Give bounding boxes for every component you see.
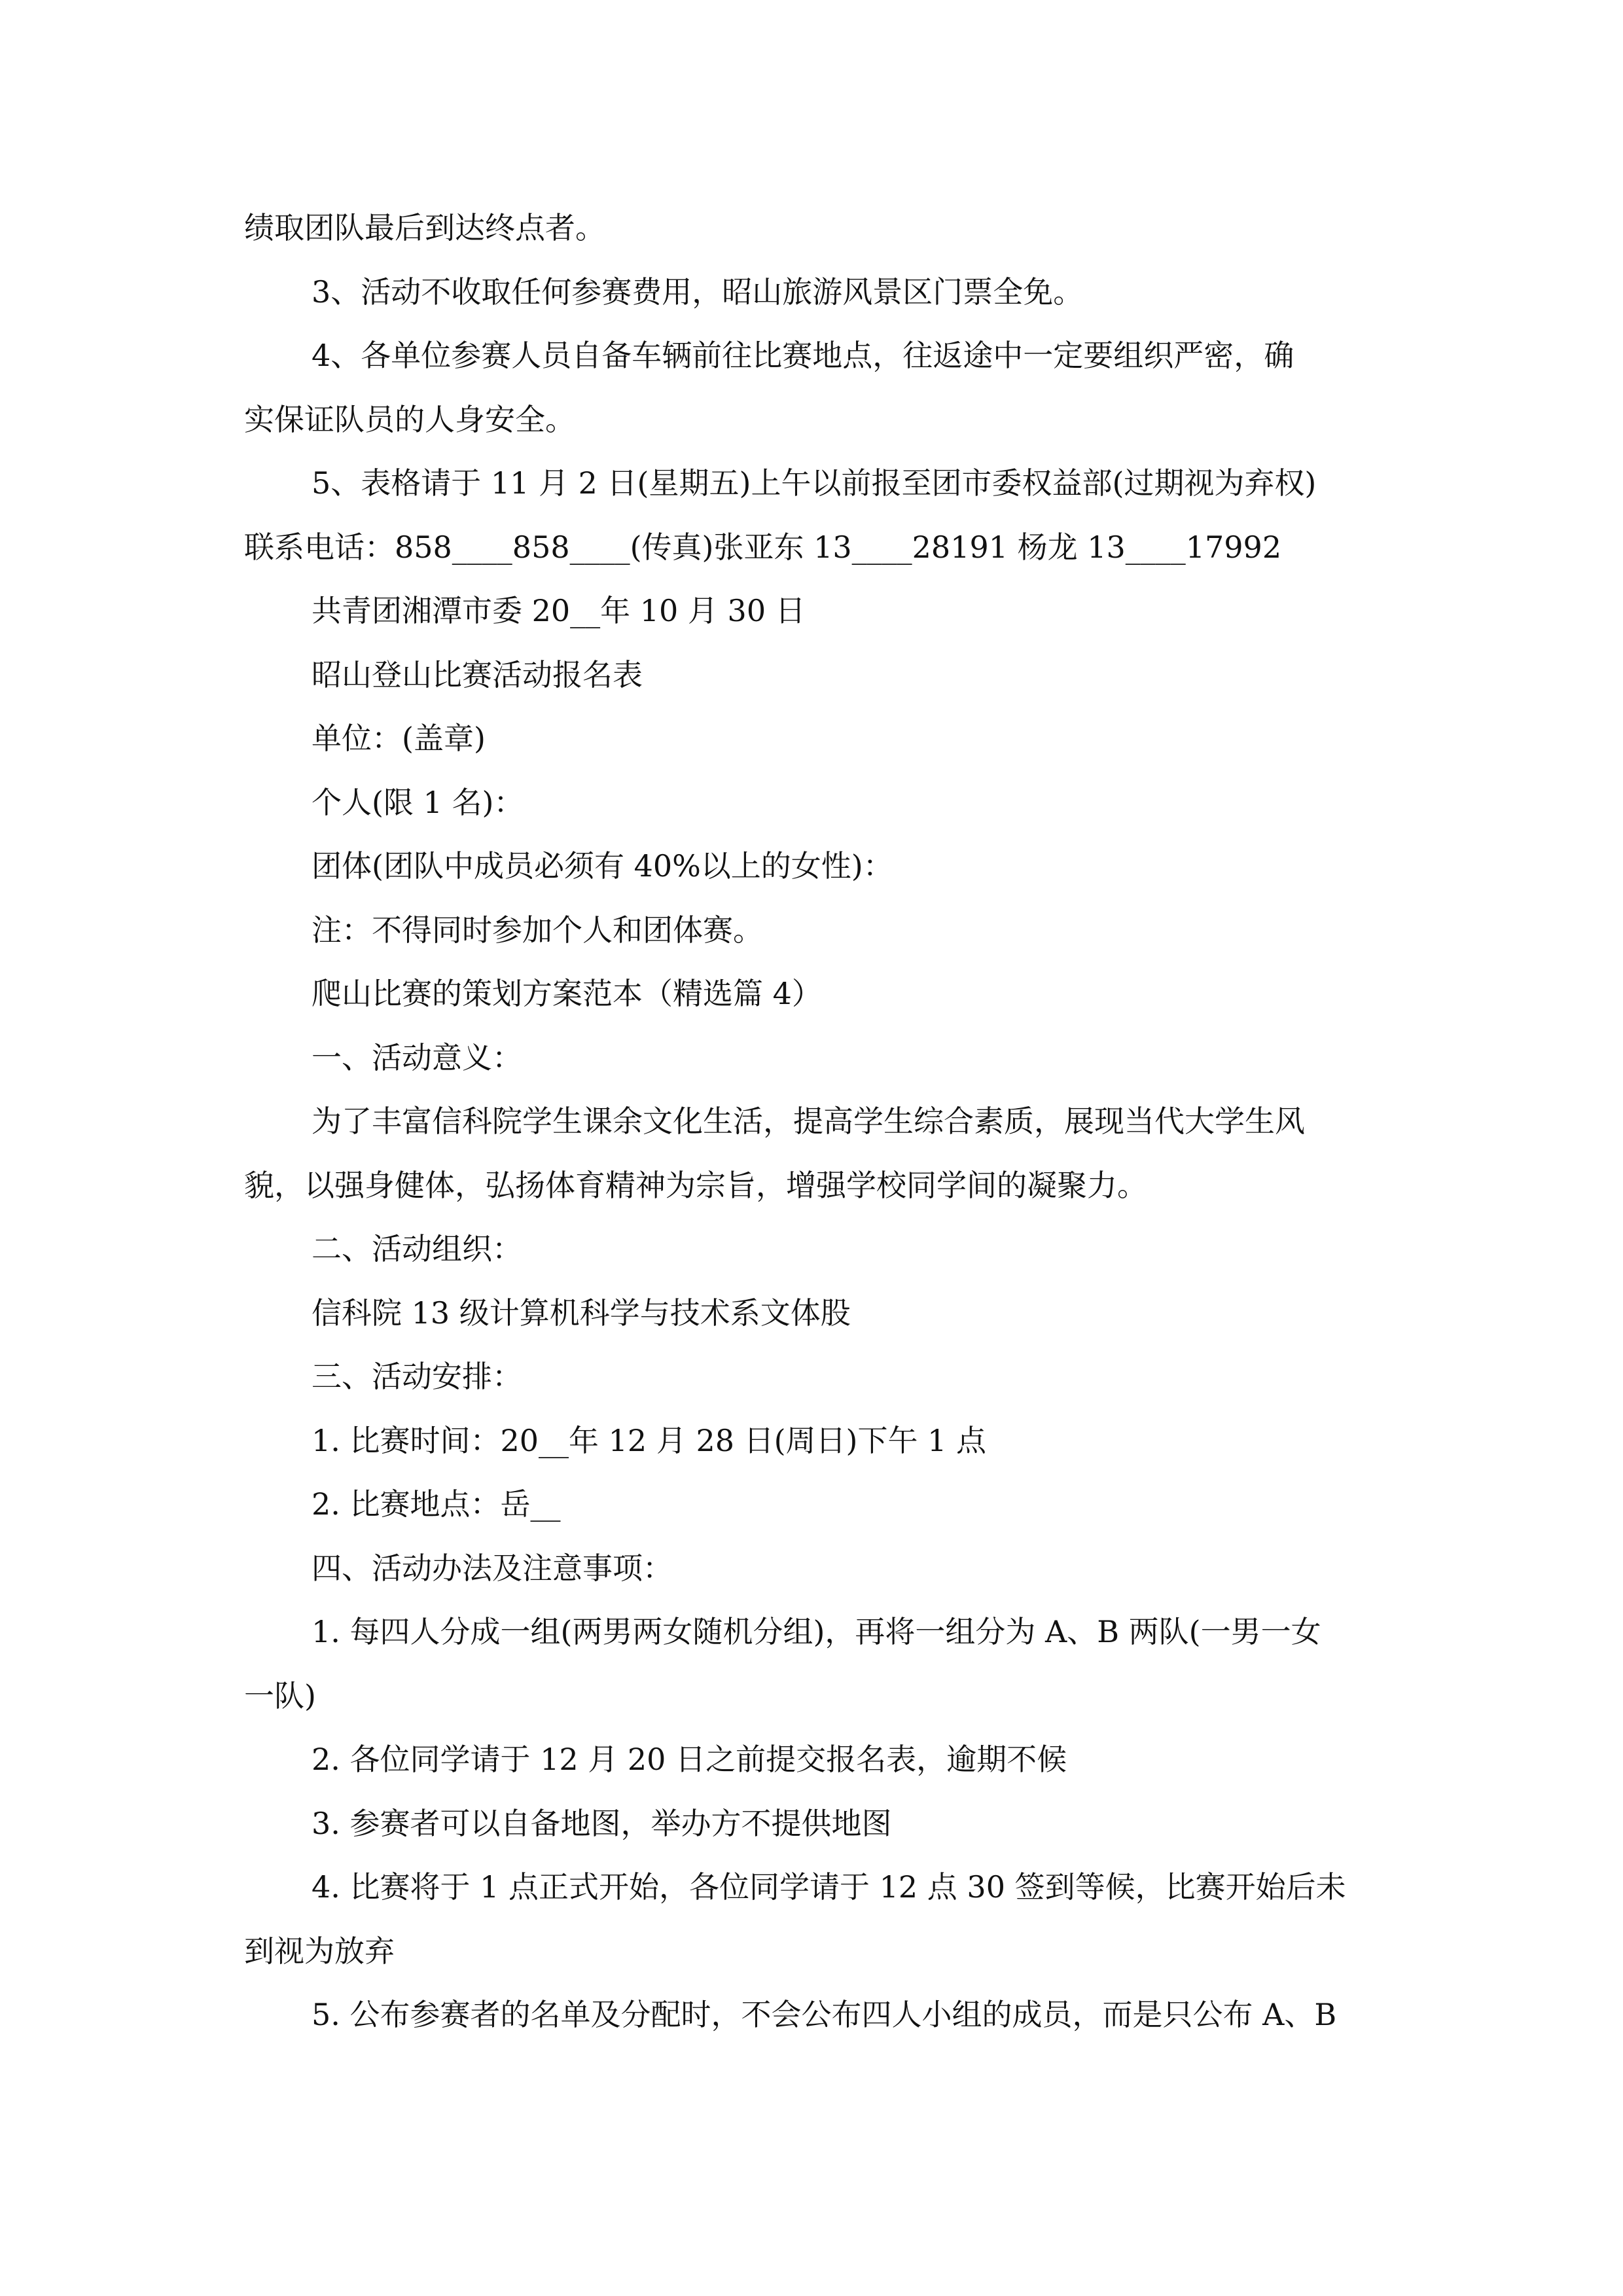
text-line: 3、活动不收取任何参赛费用，昭山旅游风景区门票全免。 [312, 274, 1084, 310]
text-line: 为了丰富信科院学生课余文化生活，提高学生综合素质，展现当代大学生风 [312, 1103, 1305, 1139]
text-line: 到视为放弃 [244, 1933, 395, 1969]
text-line: 2. 各位同学请于 12 月 20 日之前提交报名表，逾期不候 [312, 1742, 1067, 1777]
text-line: 1. 每四人分成一组(两男两女随机分组)，再将一组分为 A、B 两队(一男一女 [312, 1614, 1321, 1649]
text-line: 共青团湘潭市委 20__年 10 月 30 日 [312, 593, 806, 628]
text-line: 5. 公布参赛者的名单及分配时，不会公布四人小组的成员，而是只公布 A、B [312, 1997, 1337, 2032]
section-heading: 三、活动安排： [312, 1359, 522, 1394]
section-heading: 二、活动组织： [312, 1231, 522, 1266]
text-line: 3. 参赛者可以自备地图，举办方不提供地图 [312, 1805, 892, 1841]
text-line: 5、表格请于 11 月 2 日(星期五)上午以前报至团市委权益部(过期视为弃权) [312, 465, 1317, 501]
text-line: 联系电话：858____858____(传真)张亚东 13____28191 杨龙 13____17992 [244, 529, 1282, 565]
text-line: 2. 比赛地点：岳__ [312, 1486, 561, 1522]
text-line: 单位：(盖章) [312, 721, 486, 756]
text-line: 信科院 13 级计算机科学与技术系文体股 [312, 1295, 851, 1331]
text-line: 实保证队员的人身安全。 [244, 401, 575, 437]
section-heading: 一、活动意义： [312, 1039, 522, 1075]
text-line: 一队) [244, 1677, 316, 1713]
section-heading: 四、活动办法及注意事项： [312, 1550, 673, 1586]
section-title: 爬山比赛的策划方案范本（精选篇 4） [312, 976, 822, 1011]
text-line: 绩取团队最后到达终点者。 [244, 210, 605, 245]
text-line: 团体(团队中成员必须有 40%以上的女性)： [312, 848, 893, 884]
text-line: 个人(限 1 名)： [312, 784, 524, 820]
text-line: 4、各单位参赛人员自备车辆前往比赛地点，往返途中一定要组织严密，确 [312, 338, 1294, 373]
text-line: 貌，以强身健体，弘扬体育精神为宗旨，增强学校同学间的凝聚力。 [244, 1167, 1147, 1203]
text-line: 注：不得同时参加个人和团体赛。 [312, 912, 763, 948]
document-body [244, 196, 1409, 2047]
form-title: 昭山登山比赛活动报名表 [312, 656, 643, 692]
text-line: 1. 比赛时间：20__年 12 月 28 日(周日)下午 1 点 [312, 1422, 987, 1458]
text-line: 4. 比赛将于 1 点正式开始，各位同学请于 12 点 30 签到等候，比赛开始后未 [312, 1869, 1346, 1905]
